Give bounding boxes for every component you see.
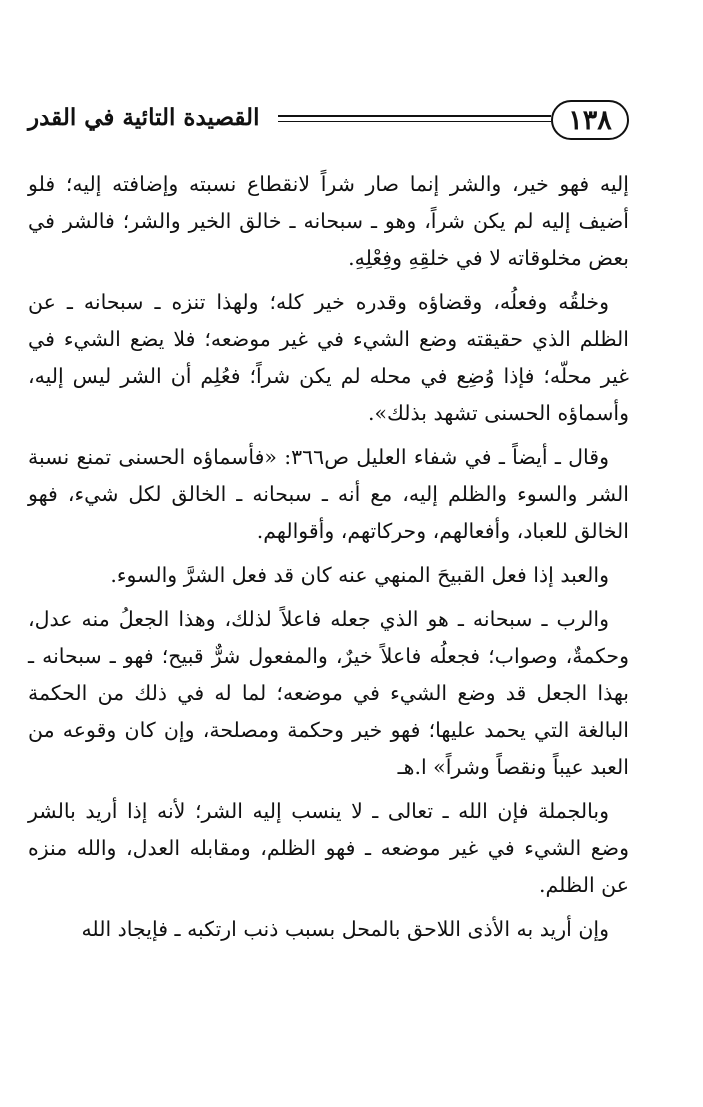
paragraph-6: وبالجملة فإن الله ـ تعالى ـ لا ينسب إليه الشر؛ لأنه إذا أريد بالشر وضع الشيء في غير موضعه ـ فهو الظلم، ومقابله العدل، والله منزه عن الظلم. xyxy=(28,799,629,897)
header-double-rule xyxy=(278,115,551,123)
paragraph-5: والرب ـ سبحانه ـ هو الذي جعله فاعلاً لذلك، وهذا الجعلُ منه عدل، وحكمةٌ، وصواب؛ فجعلُه فاعلاً خيرٌ، والمفعول شرٌّ قبيح؛ فهو ـ سبحانه ـ بهذا الجعل قد وضع الشيء في موضعه؛ لما له في ذلك من الحكمة البالغة التي يحمد عليها؛ فهو خير وحكمة ومصلحة، وإن كان وقوعه من العبد عيباً ونقصاً وشراً» ا.هـ xyxy=(28,607,629,779)
body-text xyxy=(28,166,629,955)
header-rule-thick xyxy=(278,115,551,117)
paragraph-4: والعبد إذا فعل القبيحَ المنهي عنه كان قد فعل الشرَّ والسوء. xyxy=(110,563,609,587)
paragraph-1: إليه فهو خير، والشر إنما صار شراً لانقطاع نسبته وإضافته إليه؛ فلو أضيف إليه لم يكن شراً، وهو ـ سبحانه ـ خالق الخير والشر؛ فالشر في بعض مخلوقاته لا في خلقِهِ وفِعْلِهِ. xyxy=(28,172,629,270)
page-header xyxy=(28,98,629,148)
header-rule-thin xyxy=(278,121,551,122)
paragraph-7: وإن أريد به الأذى اللاحق بالمحل بسبب ذنب ارتكبه ـ فإيجاد الله xyxy=(81,917,609,941)
paragraph-3: وقال ـ أيضاً ـ في شفاء العليل ص٣٦٦: «فأسماؤه الحسنى تمنع نسبة الشر والسوء والظلم إليه، مع أنه ـ سبحانه ـ الخالق لكل شيء، فهو الخالق للعباد، وأفعالهم، وحركاتهم، وأقوالهم. xyxy=(28,445,629,543)
paragraph-2: وخلقُه وفعلُه، وقضاؤه وقدره خير كله؛ ولهذا تنزه ـ سبحانه ـ عن الظلم الذي حقيقته وضع الشيء في غير موضعه؛ فلا يضع الشيء في غير محلّه؛ فإذا وُضِع في محله لم يكن شراً؛ فعُلِم أن الشر ليس إليه، وأسماؤه الحسنى تشهد بذلك». xyxy=(28,290,629,425)
running-title: القصيدة التائية في القدر xyxy=(28,104,260,131)
page-number: ١٣٨ xyxy=(551,100,629,140)
